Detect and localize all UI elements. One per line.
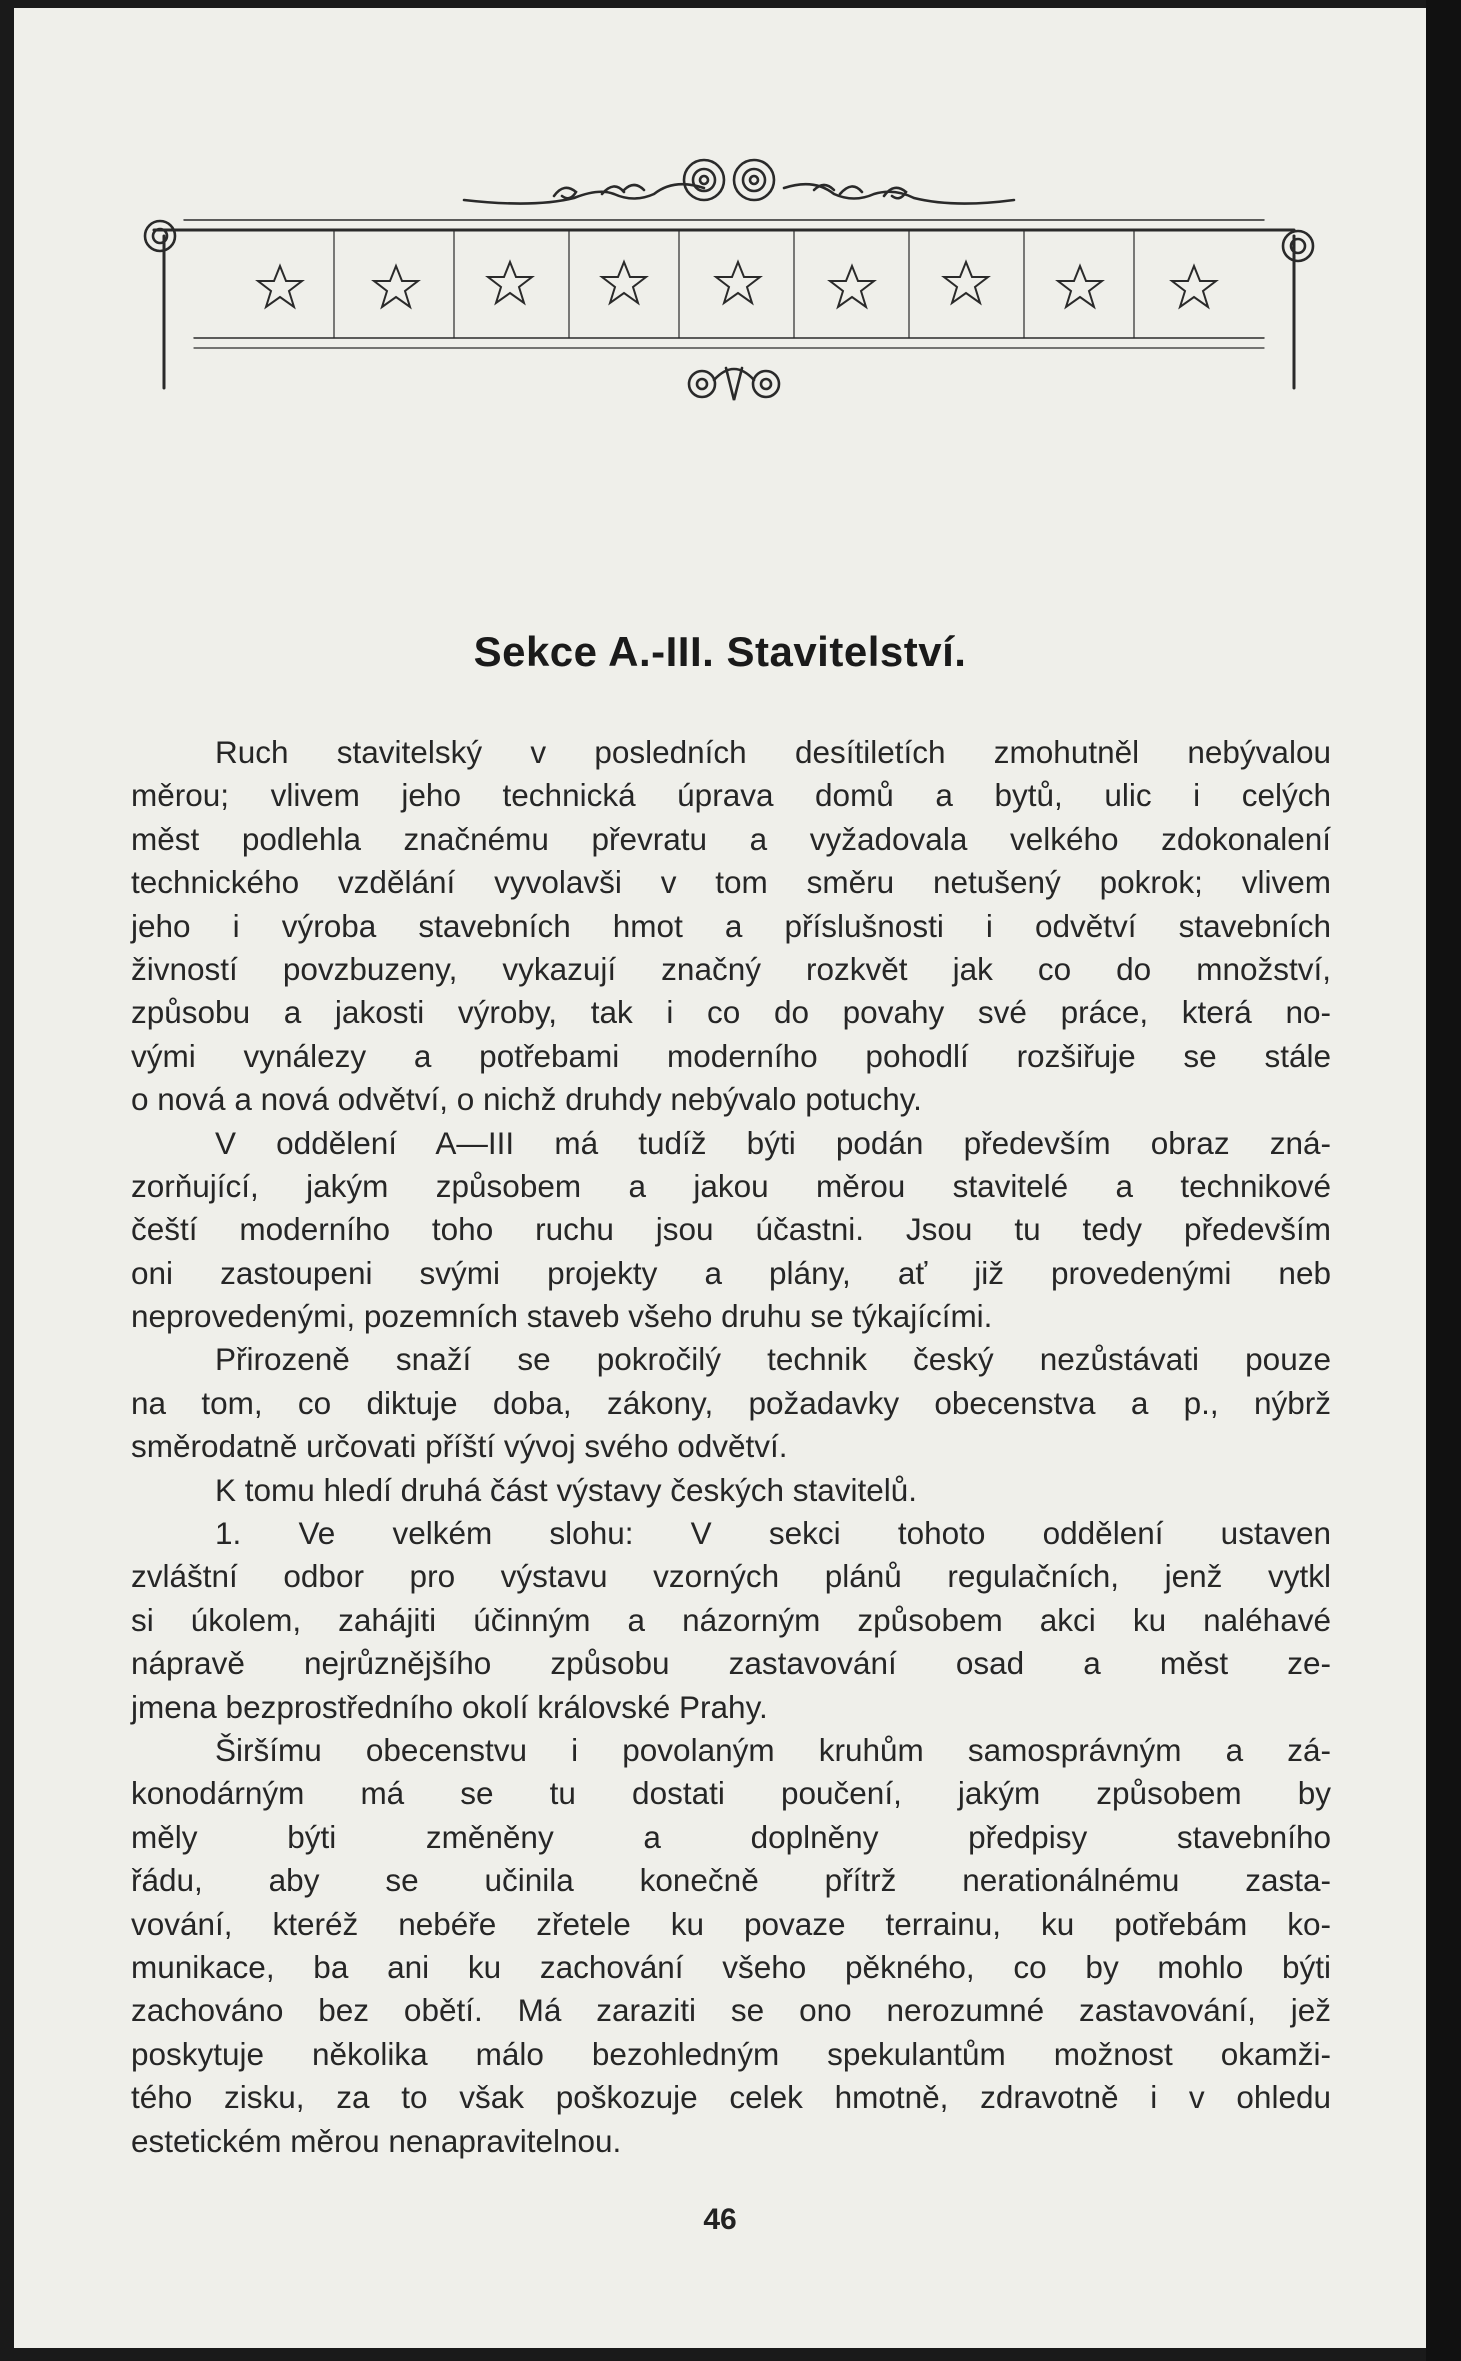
text-line: jeho i výroba stavebních hmot a příslušnosti i odvětví stavebních: [131, 907, 1331, 944]
scan-border: [1426, 0, 1461, 2361]
paragraph: [131, 1338, 1331, 1468]
text-line: měrou; vlivem jeho technická úprava domů a bytů, ulic i celých: [131, 777, 1331, 814]
star-icon-row: [258, 262, 1216, 307]
top-flourish-icon: [464, 160, 1014, 204]
document-page: [14, 8, 1426, 2348]
paragraph: [131, 1469, 1331, 1512]
body-text: [131, 731, 1331, 2163]
paragraph: [131, 731, 1331, 1122]
corner-spiral-icon: [145, 221, 1313, 261]
star-icon: [488, 262, 532, 303]
text-line: měly býti změněny a doplněny předpisy stavebního: [131, 1818, 1331, 1855]
text-line: tého zisku, za to však poškozuje celek hmotně, zdravotně i v ohledu: [131, 2079, 1331, 2116]
star-icon: [258, 266, 302, 307]
text-line: řádu, aby se učinila konečně přítrž nerationálnému zasta-: [131, 1862, 1331, 1899]
text-line: vování, kteréž nebéře zřetele ku povaze terrainu, ku potřebám ko-: [131, 1905, 1331, 1942]
text-line: zorňující, jakým způsobem a jakou měrou stavitelé a technikové: [131, 1167, 1331, 1204]
text-line: si úkolem, zahájiti účinným a názorným způsobem akci ku naléhavé: [131, 1601, 1331, 1638]
text-line: 1. Ve velkém slohu: V sekci tohoto oddělení ustaven: [215, 1515, 1331, 1552]
text-line: konodárným má se tu dostati poučení, jakým způsobem by: [131, 1775, 1331, 1812]
star-icon: [1172, 266, 1216, 307]
text-line: oni zastoupeni svými projekty a plány, ať již provedenými neb: [131, 1254, 1331, 1291]
text-line: nápravě nejrůznějšího způsobu zastavování osad a měst ze-: [131, 1645, 1331, 1682]
text-line: na tom, co diktuje doba, zákony, požadavky obecenstva a p., nýbrž: [131, 1384, 1331, 1421]
text-line: živností povzbuzeny, vykazují značný rozkvět jak co do množství,: [131, 950, 1331, 987]
bottom-flourish-icon: [689, 368, 779, 400]
text-line: munikace, ba ani ku zachování všeho pěkného, co by mohlo býti: [131, 1948, 1331, 1985]
text-line: o nová a nová odvětví, o nichž druhdy nebývalo potuchy.: [131, 1081, 922, 1118]
text-line: směrodatně určovati příští vývoj svého odvětví.: [131, 1428, 788, 1465]
star-icon: [602, 262, 646, 303]
text-line: Širšímu obecenstvu i povolaným kruhům samosprávným a zá-: [215, 1731, 1331, 1768]
star-icon: [1058, 266, 1102, 307]
text-line: technického vzdělání vyvolavši v tom směru netušený pokrok; vlivem: [131, 864, 1331, 901]
paragraph: [131, 1512, 1331, 1729]
text-line: K tomu hledí druhá část výstavy českých stavitelů.: [215, 1471, 918, 1508]
star-icon: [944, 262, 988, 303]
header-ornament: [14, 8, 1426, 428]
text-line: neprovedenými, pozemních staveb všeho druhu se týkajícími.: [131, 1298, 993, 1335]
paragraph: [131, 1122, 1331, 1339]
text-line: jmena bezprostředního okolí královské Prahy.: [131, 1688, 768, 1725]
text-line: poskytuje několika málo bezohledným spekulantům možnost okamži-: [131, 2035, 1331, 2072]
text-line: zvláštní odbor pro výstavu vzorných plánů regulačních, jenž vytkl: [131, 1558, 1331, 1595]
text-line: čeští moderního toho ruchu jsou účastni. Jsou tu tedy především: [131, 1211, 1331, 1248]
text-line: estetickém měrou nenapravitelnou.: [131, 2122, 622, 2159]
star-icon: [716, 262, 760, 303]
paragraph: [131, 1729, 1331, 2163]
text-line: Přirozeně snaží se pokročilý technik český nezůstávati pouze: [215, 1341, 1331, 1378]
text-line: zachováno bez obětí. Má zaraziti se ono nerozumné zastavování, jež: [131, 1992, 1331, 2029]
text-line: V oddělení A—III má tudíž býti podán především obraz zná-: [215, 1124, 1331, 1161]
section-title: Sekce A.-III. Stavitelství.: [473, 628, 967, 675]
star-icon: [830, 266, 874, 307]
text-line: měst podlehla značnému převratu a vyžadovala velkého zdokonalení: [131, 820, 1331, 857]
text-line: vými vynálezy a potřebami moderního pohodlí rozšiřuje se stále: [131, 1037, 1331, 1074]
page-number: 46: [703, 2203, 737, 2236]
text-line: Ruch stavitelský v posledních desítiletích zmohutněl nebývalou: [215, 734, 1331, 770]
star-icon: [374, 266, 418, 307]
text-line: způsobu a jakosti výroby, tak i co do povahy své práce, která no-: [131, 994, 1331, 1031]
